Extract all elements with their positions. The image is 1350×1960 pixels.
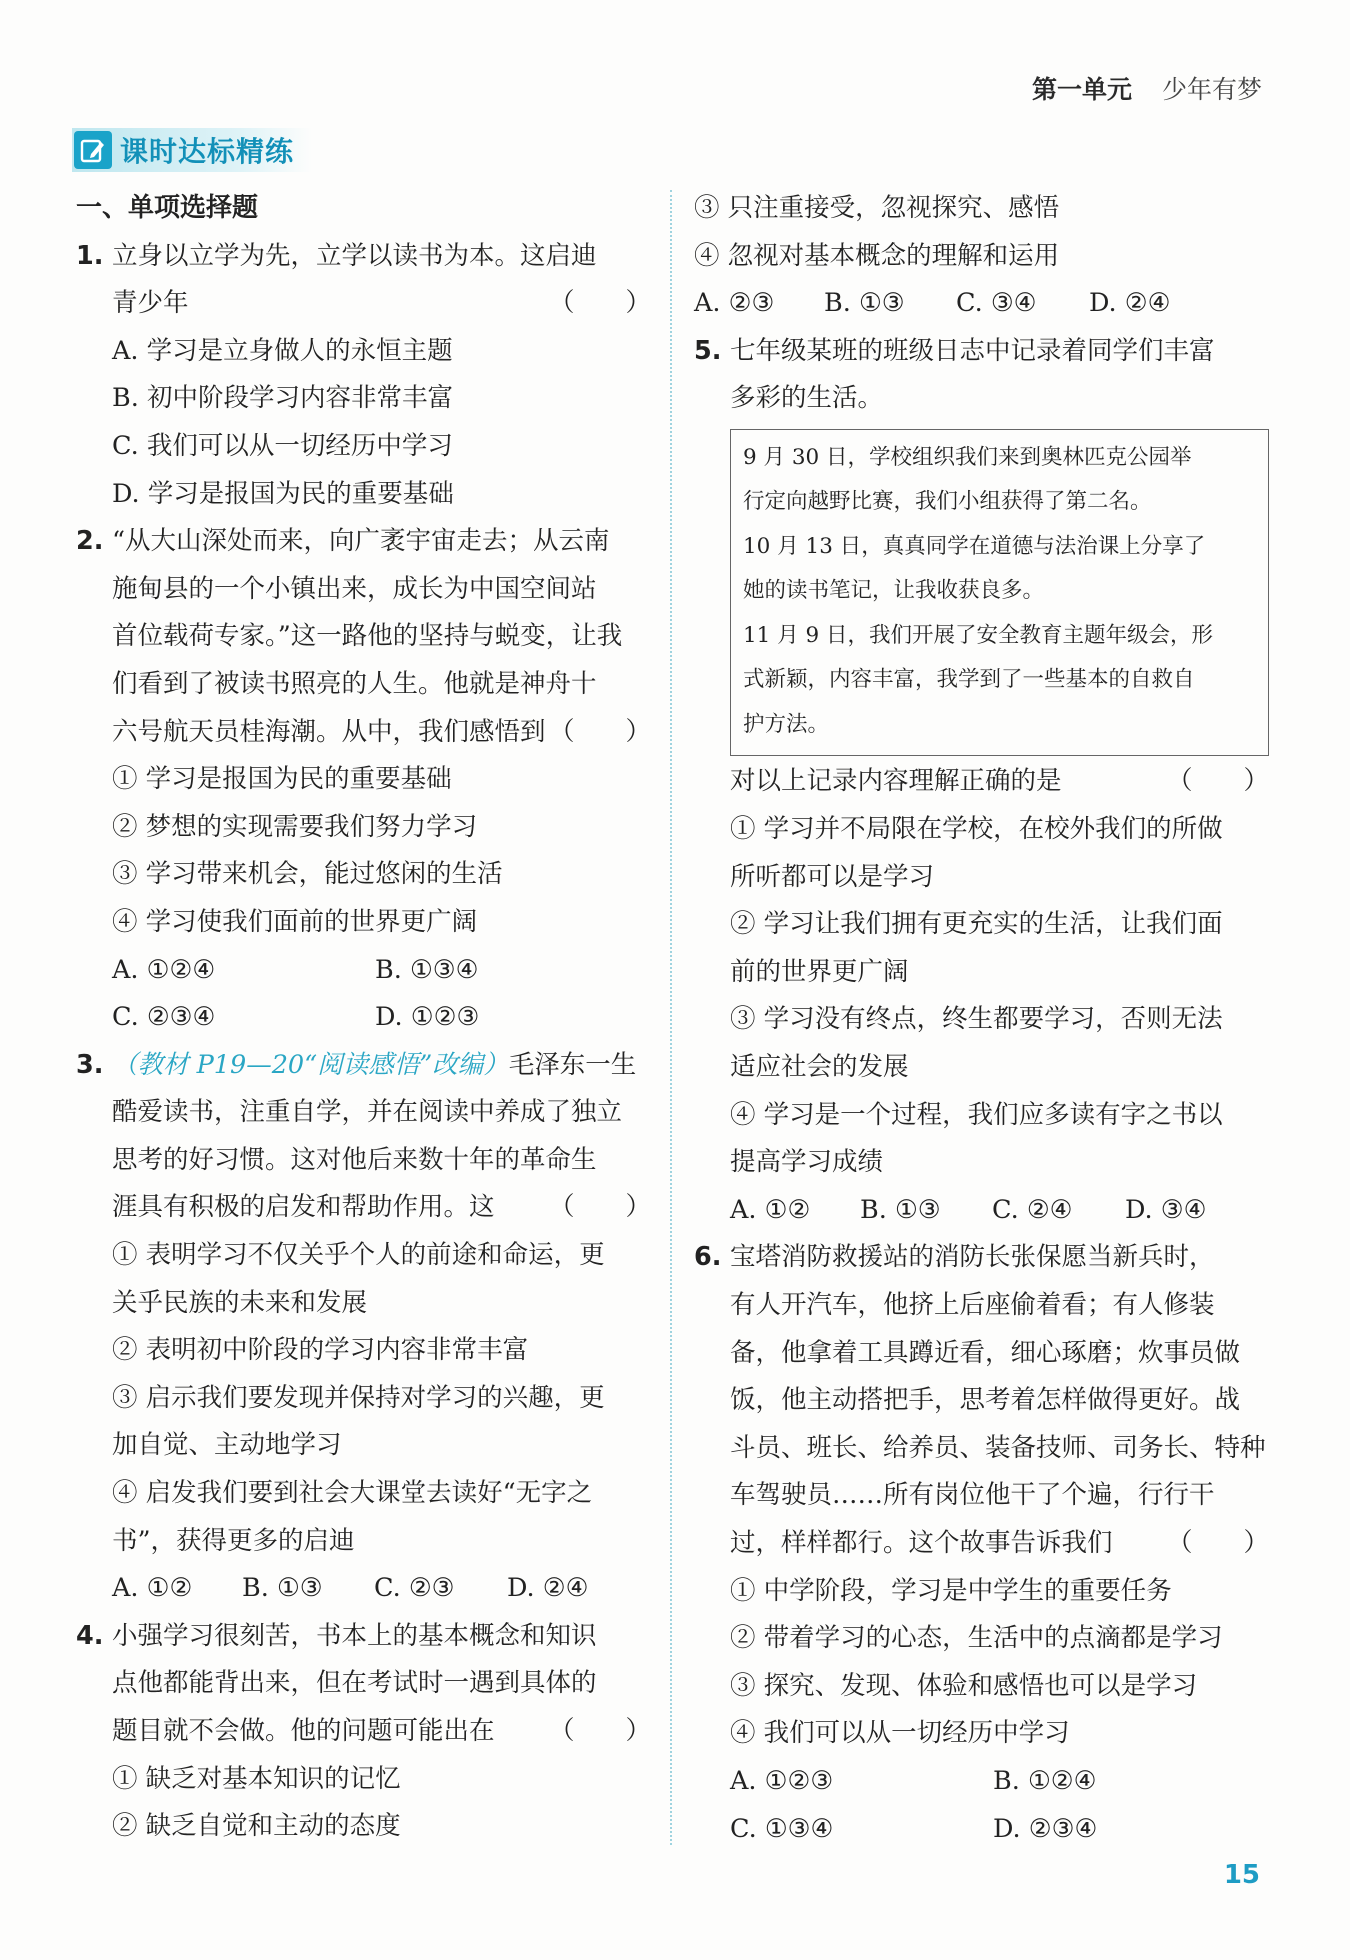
class-log-box	[730, 429, 1269, 757]
statement-item: 前的世界更广阔	[730, 956, 909, 987]
options-grid	[730, 1758, 1269, 1853]
statement-item: 关乎民族的未来和发展	[112, 1287, 368, 1318]
statement-item: ① 表明学习不仅关乎个人的前途和命运，更	[112, 1240, 605, 1271]
question-1	[76, 233, 651, 519]
options-row	[694, 280, 1269, 328]
statement-item: 所听都可以是学习	[730, 861, 935, 892]
statement-item: 提高学习成绩	[730, 1147, 884, 1178]
statement-item: 适应社会的发展	[730, 1052, 909, 1083]
question-6	[694, 1234, 1269, 1853]
option[interactable]: B. ①③	[824, 288, 905, 319]
statement-item: ② 缺乏自觉和主动的态度	[112, 1811, 401, 1842]
option[interactable]: B. ①②④	[993, 1765, 1097, 1796]
option[interactable]: D. ①②③	[375, 1002, 480, 1033]
statement-item: ② 表明初中阶段的学习内容非常丰富	[112, 1335, 529, 1366]
question-stem-line: 点他都能背出来，但在考试时一遇到具体的	[112, 1668, 597, 1699]
option[interactable]: C. ②④	[992, 1194, 1073, 1225]
option[interactable]: C. ②③④	[112, 1002, 216, 1033]
question-stem-line: 施甸县的一个小镇出来，成长为中国空间站	[112, 573, 597, 604]
running-header	[1032, 70, 1262, 106]
question-4	[76, 1613, 651, 1851]
statement-item: ① 中学阶段，学习是中学生的重要任务	[730, 1575, 1172, 1606]
answer-blank[interactable]: （ ）	[548, 716, 651, 747]
question-stem-line: 小强学习很刻苦，书本上的基本概念和知识	[112, 1620, 597, 1651]
question-number: 3.	[76, 1049, 104, 1080]
answer-blank[interactable]: （ ）	[1166, 1527, 1269, 1558]
option[interactable]: C. ③④	[956, 288, 1037, 319]
pencil-note-icon	[74, 131, 112, 169]
answer-blank[interactable]: （ ）	[548, 1716, 651, 1746]
question-stem-line: 宝塔消防救援站的消防长张保愿当新兵时，	[730, 1242, 1215, 1273]
banner-title: 课时达标精练	[120, 135, 295, 168]
option[interactable]: B. ①③	[860, 1194, 941, 1225]
option[interactable]: D. ②④	[507, 1573, 589, 1604]
statement-item: ② 学习让我们拥有更充实的生活，让我们面	[730, 909, 1223, 940]
question-stem-line: “从大山深处而来，向广袤宇宙走去；从云南	[112, 526, 610, 557]
option[interactable]: D. ②④	[1089, 288, 1171, 319]
option[interactable]: B. ①③	[242, 1573, 323, 1604]
answer-blank[interactable]: （ ）	[1166, 766, 1269, 797]
question-number: 4.	[76, 1620, 104, 1651]
statement-item: ④ 我们可以从一切经历中学习	[730, 1718, 1070, 1749]
statement-item: ④ 启发我们要到社会大课堂去读好“无字之	[112, 1478, 593, 1509]
statement-item: ② 带着学习的心态，生活中的点滴都是学习	[730, 1623, 1223, 1654]
option[interactable]: A. 学习是立身做人的永恒主题	[112, 335, 453, 366]
statement-item: ① 缺乏对基本知识的记忆	[112, 1763, 401, 1794]
question-number: 6.	[694, 1242, 722, 1273]
question-stem-line: 思考的好习惯。这对他后来数十年的革命生	[112, 1144, 597, 1175]
statement-item: 加自觉、主动地学习	[112, 1430, 342, 1461]
log-line: 她的读书笔记，让我收获良多。	[743, 578, 1045, 604]
option[interactable]: A. ②③	[694, 288, 775, 319]
source-note: （教材 P19—20“阅读感悟”改编）	[112, 1049, 509, 1080]
options-grid	[112, 947, 651, 1042]
question-stem-line: 六号航天员桂海潮。从中，我们感悟到	[112, 716, 546, 747]
option[interactable]: A. ①②③	[730, 1765, 834, 1796]
question-stem-line: 斗员、班长、给养员、装备技师、司务长、特种	[730, 1432, 1266, 1463]
statement-item: ① 学习是报国为民的重要基础	[112, 764, 452, 795]
question-stem-line: 车驾驶员……所有岗位他干了个遍，行行干	[730, 1480, 1215, 1511]
question-stem-line: 有人开汽车，他挤上后座偷着看；有人修装	[730, 1290, 1215, 1320]
option[interactable]: A. ①②	[730, 1194, 811, 1225]
option[interactable]: C. ①③④	[730, 1813, 834, 1844]
question-number: 5.	[694, 335, 722, 366]
question-stem-line: 饭，他主动搭把手，思考着怎样做得更好。战	[730, 1385, 1241, 1416]
unit-theme: 少年有梦	[1161, 75, 1262, 104]
option[interactable]: B. 初中阶段学习内容非常丰富	[112, 383, 453, 414]
statement-item: ① 学习并不局限在学校，在校外我们的所做	[730, 814, 1223, 845]
statement-item: ④ 忽视对基本概念的理解和运用	[694, 240, 1060, 271]
log-line: 9 月 30 日，学校组织我们来到奥林匹克公园举	[743, 444, 1192, 470]
question-number: 1.	[76, 240, 104, 271]
unit-title: 第一单元	[1032, 75, 1133, 104]
question-stem-line: 毛泽东一生	[508, 1049, 637, 1080]
log-line: 式新颖，内容丰富，我学到了一些基本的自救自	[743, 667, 1195, 693]
log-line: 10 月 13 日，真真同学在道德与法治课上分享了	[743, 533, 1206, 559]
question-stem-line: 备，他拿着工具蹲近看，细心琢磨；炊事员做	[730, 1337, 1241, 1368]
question-3	[76, 1042, 651, 1613]
question-stem-line: 们看到了被读书照亮的人生。他就是神舟十	[112, 668, 597, 699]
page-number: 15	[1223, 1860, 1260, 1890]
statement-item: ③ 启示我们要发现并保持对学习的兴趣，更	[112, 1382, 605, 1413]
option[interactable]: A. ①②	[112, 1573, 193, 1604]
statement-item: ③ 学习没有终点，终生都要学习，否则无法	[730, 1004, 1223, 1035]
statement-item: ④ 学习是一个过程，我们应多读有字之书以	[730, 1099, 1223, 1130]
section-banner	[72, 128, 312, 172]
question-stem-line: 酷爱读书，注重自学，并在阅读中养成了独立	[112, 1097, 623, 1128]
log-line: 行定向越野比赛，我们小组获得了第二名。	[743, 489, 1152, 515]
statement-item: ③ 学习带来机会，能过悠闲的生活	[112, 859, 503, 890]
option[interactable]: B. ①③④	[375, 954, 479, 985]
option[interactable]: D. 学习是报国为民的重要基础	[112, 478, 454, 509]
statement-item: ④ 学习使我们面前的世界更广阔	[112, 906, 478, 937]
option[interactable]: C. ②③	[374, 1573, 455, 1604]
answer-blank[interactable]: （ ）	[548, 1192, 651, 1223]
options-row	[730, 1187, 1269, 1235]
section-heading: 一、单项选择题	[76, 193, 259, 223]
statement-item: ③ 探究、发现、体验和感悟也可以是学习	[730, 1670, 1198, 1701]
question-5	[694, 328, 1269, 1235]
option[interactable]: D. ③④	[1125, 1194, 1207, 1225]
answer-blank[interactable]: （ ）	[548, 288, 651, 319]
question-2	[76, 518, 651, 1042]
question-stem-line: 涯具有积极的启发和帮助作用。这	[112, 1192, 495, 1223]
question-stem-line: 青少年	[112, 288, 189, 319]
statement-item: ③ 只注重接受，忽视探究、感悟	[694, 193, 1060, 223]
option[interactable]: C. 我们可以从一切经历中学习	[112, 430, 453, 461]
log-line: 护方法。	[743, 711, 830, 737]
column-divider	[670, 190, 672, 1845]
right-column	[694, 185, 1269, 1853]
question-stem-line: 对以上记录内容理解正确的是	[730, 766, 1062, 797]
question-stem-line: 过，样样都行。这个故事告诉我们	[730, 1527, 1113, 1558]
option[interactable]: A. ①②④	[112, 954, 216, 985]
statement-item: 书”，获得更多的启迪	[112, 1525, 355, 1556]
question-stem-line: 七年级某班的班级日志中记录着同学们丰富	[730, 335, 1215, 366]
question-4-continued	[694, 185, 1269, 328]
log-line: 11 月 9 日，我们开展了安全教育主题年级会，形	[743, 622, 1214, 648]
question-stem-line: 首位载荷专家。”这一路他的坚持与蜕变，让我	[112, 621, 623, 652]
question-number: 2.	[76, 526, 104, 557]
option[interactable]: D. ②③④	[993, 1813, 1098, 1844]
question-stem-line: 多彩的生活。	[730, 383, 884, 414]
question-stem-line: 立身以立学为先，立学以读书为本。这启迪	[112, 240, 597, 271]
statement-item: ② 梦想的实现需要我们努力学习	[112, 811, 478, 842]
options-row	[112, 1565, 651, 1613]
left-column	[76, 185, 651, 1851]
question-stem-line: 题目就不会做。他的问题可能出在	[112, 1716, 495, 1746]
